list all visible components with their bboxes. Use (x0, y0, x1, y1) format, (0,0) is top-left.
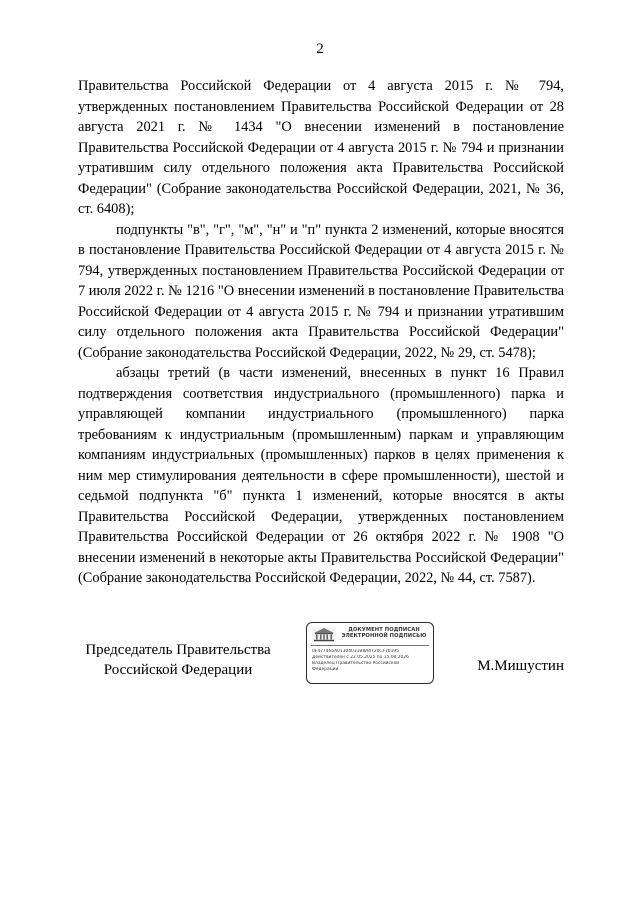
stamp-validity: Действителен с 22.05.2025 по 15.08.2026 (312, 655, 409, 660)
stamp-title-line2: ЭЛЕКТРОННОЙ ПОДПИСЬЮ (341, 633, 427, 640)
paragraph-abzatsy: абзацы третий (в части изменений, внесенных в пункт 16 Правил подтверждения соответствия индустриального (промышленного) парка и управляющей компании индустриального (промышленного) парка требованиям к индустриальным (промышленным) паркам и управляющим компаниям индустриальных (промышленных) парков в целях применения к ним мер стимулирования деятельности в сфере промышленности), шестой и седьмой подпункта "б" пункта 1 изменений, которые вносятся в акты Правительства Российской Федерации, утвержденных постановлением Правительства Российской Федерации от 26 октября 2022 г. № 1908 "О внесении изменений в некоторые акты Правительства Российской Федерации" (Собрание законодательства Российской Федерации, 2022, № 44, ст. 7587). (78, 365, 564, 586)
stamp-certificate: 0F477465A01304031B8A4720CF70195 (312, 649, 399, 654)
signature-block (78, 627, 564, 690)
stamp-owner-line2: Федерации (312, 666, 339, 672)
government-building-icon (312, 627, 336, 642)
signatory-position-line2: Российской Федерации (103, 662, 253, 678)
electronic-signature-stamp (306, 622, 434, 684)
paragraph-subitems: подпункты "в", "г", "м", "н" и "п" пункта 2 изменений, которые вносятся в постановление Правительства Российской Федерации от 4 августа 2015 г. № 794, утвержденных постановлением Правительства Российской Федерации от 7 июля 2022 г. № 1216 "О внесении изменений в постановление Правительства Российской Федерации от 4 августа 2015 г. № 794 и признании утратившим силу отдельного положения акта Правительства Российской Федерации" (Собрание законодательства Российской Федерации, 2022, № 29, ст. 5478); (78, 221, 564, 361)
stamp-title (337, 627, 431, 640)
signatory-position (78, 640, 278, 680)
page-number: 2 (316, 41, 324, 57)
signatory-name: М.Мишустин (477, 658, 564, 674)
stamp-title-line1: ДОКУМЕНТ ПОДПИСАН (348, 627, 420, 633)
document-body (78, 76, 564, 589)
paragraph-continuation: Правительства Российской Федерации от 4 августа 2015 г. № 794, утвержденных постановлением Правительства Российской Федерации от 28 августа 2021 г. № 1434 "О внесении изменений в постановление Правительства Российской Федерации от 4 августа 2015 г. № 794 и признании утратившим силу отдельного положения акта Правительства Российской Федерации" (Собрание законодательства Российской Федерации, 2021, № 36, ст. 6408); (78, 78, 564, 217)
signatory-position-line1: Председатель Правительства (85, 642, 271, 658)
stamp-divider (311, 645, 429, 646)
stamp-owner-line1: Владелец Правительство Российской (312, 661, 400, 666)
